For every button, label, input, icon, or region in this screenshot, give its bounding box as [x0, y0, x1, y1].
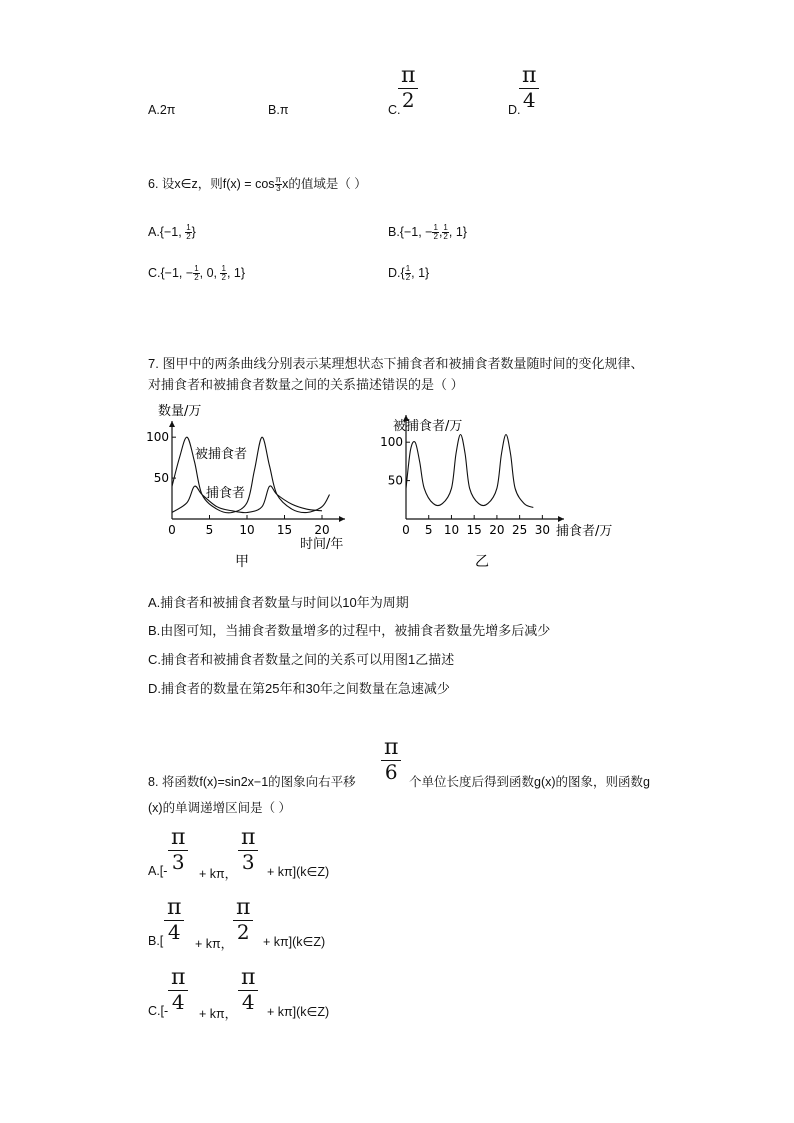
- chart-title: 甲: [235, 554, 249, 570]
- q7-option-c: C.捕食者和被捕食者数量之间的关系可以用图1乙描述: [148, 652, 455, 667]
- y-axis-arrow: [169, 421, 175, 427]
- q5-option-c-fraction: π 2: [398, 64, 418, 111]
- y-tick-label: 50: [387, 473, 403, 488]
- q7-stem-line1: 7. 图甲中的两条曲线分别表示某理想状态下捕食者和被捕食者数量随时间的变化规律、: [148, 356, 644, 371]
- x-axis-arrow: [558, 516, 564, 522]
- q8-option-b-suffix: + kπ](k∈Z): [263, 935, 326, 949]
- series-line-1: [172, 486, 322, 513]
- x-tick-label: 0: [168, 523, 176, 537]
- q6-stem: 6. 设x∈z，则f(x) = cos $\frac{\pi}{3}$ x的值域是（ ）: [148, 175, 367, 194]
- q8-stem-line2: (x)的单调递增区间是（ ）: [148, 801, 292, 815]
- x-tick-label: 25: [511, 523, 528, 537]
- x-tick-label: 5: [424, 523, 433, 537]
- x-tick-label: 0: [402, 523, 410, 537]
- q8-stem-a: 8. 将函数f(x)=sin2x−1的图象向右平移: [148, 775, 356, 789]
- q8-option-a-fraction1: π 3: [168, 826, 188, 873]
- q6-option-b: B.{−1, − $\frac{1}{2}$ , $\frac{1}{2}$ , 1}: [388, 223, 467, 241]
- q8-option-c-fraction1: π 4: [168, 966, 188, 1013]
- q8-option-b-mid: + kπ，: [195, 937, 234, 951]
- q6-option-a: A.{−1, $\frac{1}{2}$ }: [148, 223, 196, 241]
- q6-option-c: C.{−1, − $\frac{1}{2}$ , 0, $\frac{1}{2}$ , 1}: [148, 264, 246, 282]
- chart-title: 乙: [475, 554, 489, 570]
- q8-stem-b: 个单位长度后得到函数g(x)的图象，则函数g: [409, 775, 650, 789]
- x-tick-label: 5: [205, 523, 214, 537]
- x-axis-arrow: [339, 516, 345, 522]
- y-axis-label: 被捕食者/万: [393, 419, 463, 434]
- x-axis-label: 时间/年: [300, 537, 344, 552]
- q8-option-a-prefix: A.[-: [148, 864, 168, 878]
- q5-option-d-fraction: π 4: [519, 64, 539, 111]
- q6-option-d: D.{ $\frac{1}{2}$ , 1}: [388, 264, 430, 282]
- y-tick-label: 100: [146, 430, 169, 445]
- x-axis-label: 捕食者/万: [556, 524, 613, 539]
- x-tick-label: 15: [276, 523, 293, 537]
- y-axis-label: 数量/万: [158, 404, 202, 419]
- y-tick-label: 50: [153, 471, 169, 486]
- x-tick-label: 10: [443, 523, 460, 537]
- x-tick-label: 10: [239, 523, 255, 537]
- q7-stem-line2: 对捕食者和被捕食者数量之间的关系描述错误的是（ ）: [148, 377, 464, 392]
- q8-option-b-prefix: B.[: [148, 934, 164, 948]
- q8-option-c-mid: + kπ，: [199, 1007, 238, 1021]
- x-tick-label: 30: [534, 523, 551, 537]
- q7-figure: [140, 395, 640, 575]
- q5-option-d-letter: D.: [508, 103, 521, 117]
- q5-option-b: B.π: [268, 103, 289, 117]
- q7-option-d: D.捕食者的数量在第25年和30年之间数量在急速减少: [148, 681, 450, 696]
- q7-option-b: B.由图可知，当捕食者数量增多的过程中，被捕食者数量先增多后减少: [148, 623, 551, 638]
- q8-option-c-fraction2: π 4: [238, 966, 258, 1013]
- annotation-prey: 被捕食者: [195, 447, 248, 462]
- q8-option-b-fraction2: π 2: [233, 896, 253, 943]
- y-tick-label: 100: [380, 435, 403, 450]
- annotation-predator: 捕食者: [206, 486, 246, 501]
- q5-option-a: A.2π: [148, 103, 176, 117]
- q8-option-a-suffix: + kπ](k∈Z): [267, 865, 330, 879]
- q8-option-a-fraction2: π 3: [238, 826, 258, 873]
- x-tick-label: 20: [314, 523, 330, 537]
- q8-option-c-suffix: + kπ](k∈Z): [267, 1005, 330, 1019]
- q5-option-c-letter: C.: [388, 103, 401, 117]
- q8-option-a-mid: + kπ，: [199, 867, 238, 881]
- x-tick-label: 20: [489, 523, 505, 537]
- q8-option-c-prefix: C.[-: [148, 1004, 169, 1018]
- q8-option-b-fraction1: π 4: [164, 896, 184, 943]
- q7-option-a: A.捕食者和被捕食者数量与时间以10年为周期: [148, 595, 409, 610]
- x-tick-label: 15: [466, 523, 482, 537]
- q8-stem-fraction: π 6: [381, 736, 401, 783]
- series-line-0: [406, 435, 533, 508]
